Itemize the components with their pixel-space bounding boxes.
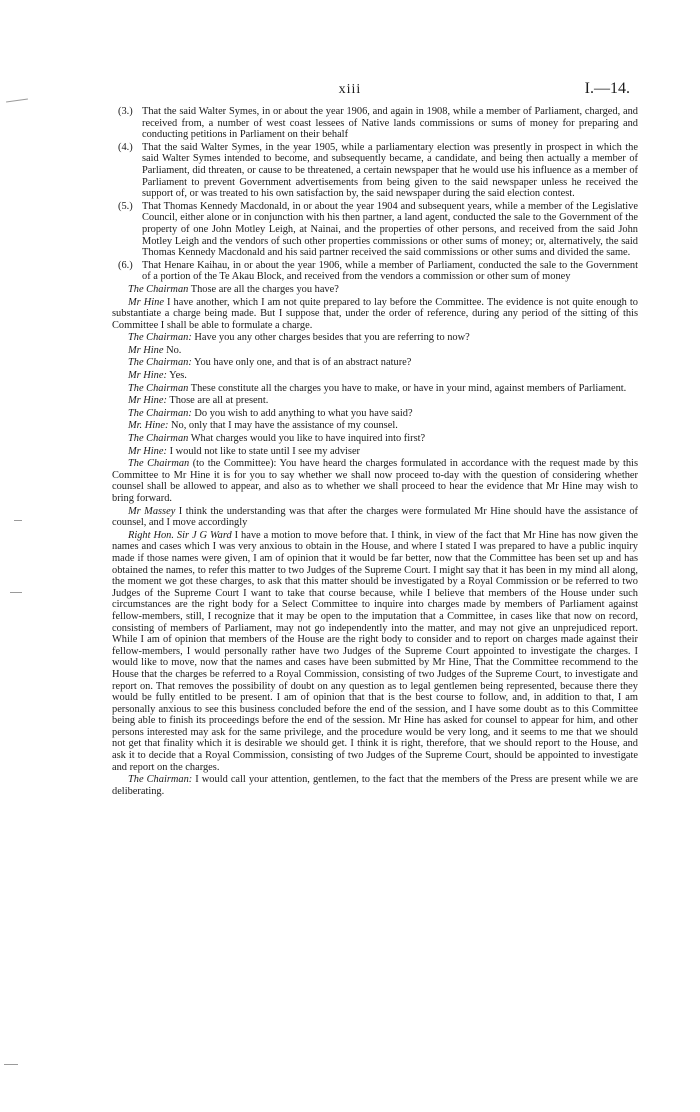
charge-number: (5.) [118, 200, 133, 212]
utterance: These constitute all the charges you have to make, or have in your mind, against members of Parliament. [188, 382, 627, 394]
dialogue-paragraph [112, 408, 638, 420]
dialogue-paragraph [112, 506, 638, 529]
speaker: Mr Hine [128, 296, 164, 308]
charge-item [112, 106, 638, 141]
utterance: I would not like to state until I see my adviser [166, 445, 361, 457]
margin-mark [6, 98, 28, 102]
dialogue-paragraph [112, 284, 638, 296]
speaker: Mr Massey [128, 505, 176, 517]
margin-mark [14, 520, 22, 521]
charge-item [112, 201, 638, 259]
charge-item [112, 260, 638, 283]
paper-code: I.—14. [584, 80, 630, 97]
utterance: You have only one, and that is of an abstract nature? [191, 357, 412, 369]
dialogue-paragraph [112, 345, 638, 357]
speaker: The Chairman: [128, 357, 192, 369]
dialogue-paragraph [112, 297, 638, 332]
dialogue-paragraph [112, 458, 638, 504]
dialogue-paragraph [112, 357, 638, 369]
dialogue-paragraph [112, 420, 638, 432]
charge-text: That the said Walter Symes, in the year 1905, while a parliamentary election was presently in prospect in which the said Walter Symes intended to become, and subsequently became, a candidate, and being then actually a member of Parliament, did threaten, or cause to be threatened, a certain newspaper that he would use his influence as a member of Parliament to prevent Government advertisements from being given to the said newspaper unless he received the support of, or was treated to his own satisfaction by, the said newspaper during the said election contest. [142, 141, 638, 200]
utterance: (to the Committee): You have heard the charges formulated in accordance with the request made by this Committee to Mr Hine it is for you to say whether we shall now proceed to-day with the question of considering whether counsel shall be allowed to appear, and also as to whether we shall proceed to hear the evidence that Mr Hine may wish to bring forward. [112, 458, 638, 504]
dialogue-paragraph [112, 370, 638, 382]
charge-number: (3.) [118, 106, 133, 117]
speaker: Mr Hine: [128, 370, 167, 382]
speaker: Mr Hine [128, 344, 164, 356]
charge-text: That Henare Kaihau, in or about the year 1906, while a member of Parliament, conducted the sale to the Government of a portion of the Te Akau Block, and received from the vendors a commission or other sum of money [142, 259, 638, 283]
charge-item [112, 142, 638, 200]
document-body [112, 106, 638, 798]
utterance: Those are all at present. [166, 395, 269, 407]
utterance: I have another, which I am not quite prepared to lay before the Committee. The evidence is not quite enough to substantiate a charge being made. But I suppose that, under the order of reference, during any period of the sitting of this Committee I shall be able to formulate a charge. [112, 296, 638, 331]
dialogue-paragraph [112, 446, 638, 458]
speaker: The Chairman: [128, 407, 192, 419]
margin-mark [4, 1064, 18, 1065]
speaker: The Chairman: [128, 332, 192, 344]
speaker: The Chairman [128, 433, 189, 445]
utterance: Those are all the charges you have? [188, 283, 339, 295]
utterance: Have you any other charges besides that you are referring to now? [191, 332, 470, 344]
utterance: I think the understanding was that after the charges were formulated Mr Hine should have the assistance of counsel, and I move accordingly [112, 505, 638, 529]
utterance: Do you wish to add anything to what you have said? [191, 407, 413, 419]
speaker: The Chairman [128, 458, 190, 470]
speaker: The Chairman [128, 382, 189, 394]
margin-mark [10, 592, 22, 593]
dialogue-paragraph [112, 395, 638, 407]
speaker: The Chairman: [128, 774, 193, 786]
utterance: No. [163, 344, 182, 356]
charge-text: That Thomas Kennedy Macdonald, in or about the year 1904 and subsequent years, while a member of the Legislative Council, either alone or in conjunction with his then partner, a land agent, conducted the sale to the Government of the property of one John Motley Leigh, at Nainai, and the properties of other persons, and received from the said John Motley Leigh and the vendors of such other properties commissions or other sums of money; or, alternatively, the said Thomas Kennedy Macdonald and his said partner received the said commissions or other sums and divided the same. [142, 200, 638, 259]
dialogue-paragraph [112, 383, 638, 395]
utterance: No, only that I may have the assistance of my counsel. [168, 420, 398, 432]
utterance: I would call your attention, gentlemen, to the fact that the members of the Press are present while we are deliberating. [112, 774, 638, 797]
speaker: Mr. Hine: [128, 420, 169, 432]
page-number: xiii [338, 82, 362, 97]
speaker: Right Hon. Sir J G Ward [128, 529, 232, 541]
dialogue-paragraph [112, 774, 638, 797]
utterance: I have a motion to move before that. I think, in view of the fact that Mr Hine has now given the names and cases which I was very anxious to obtain in the House, and where I stated I was prepared to have a public inquiry made if those names were given, I am of opinion that it would be far better, now that the Committee has been set up and has obtained the names, to refer this matter to two Judges of the Supreme Court. I might say that it has been in my mind all along, the moment we got these charges, to ask that this matter should be investigated by a Royal Commission or be referred to two Judges of the Supreme Court I want to take that course because, while I believe that members of the House under such circumstances are the right body for a Select Committee to inquire into charges made by members of Parliament against fellow-members, still, I recognize that it may be open to the imputation that a Committee, in cases like that now on record, consisting of members of Parliament, may not go independently into the matter, and may not give an unprejudiced report. While I am of opinion that members of the House are the right body to consider and to report on charges made against their fellow-members, I would personally rather have two Judges of the Supreme Court appointed to investigate the charges. I would like to move, now that the names and cases have been submitted by Mr Hine, That the Committee recommend to the House that the charges be referred to a Royal Commission, consisting of two Judges of the Supreme Court, to investigate and report on. That removes the possibility of doubt on any question as to legal gentlemen being represented, because there they would be fully entitled to be present. I am of opinion that that is the best course to follow, and, in addition to that, I am personally anxious to see this business concluded before the end of the session, and I have some doubt as to this Committee being able to finish its proceedings before the end of the session. Mr Hine has asked for counsel to appear for him, and other persons interested may ask for the same privilege, and the procedure would be very long, and it seems to me that we should not get that finality which it is desirable we should get. I think it is right, therefore, that we should report to the House, and ask it to decide that a Royal Commission, consisting of two Judges of the Supreme Court, should be appointed to investigate and report on the charges. [112, 529, 639, 773]
charge-text: That the said Walter Symes, in or about the year 1906, and again in 1908, while a member of Parliament, charged, and received from, a number of west coast lessees of Native lands commissions or sums of money for preparing and conducting petitions in Parliament on their behalf [142, 106, 638, 141]
speaker: Mr Hine: [128, 395, 167, 407]
utterance: Yes. [166, 370, 187, 382]
dialogue-paragraph [112, 332, 638, 344]
speaker: Mr Hine: [128, 445, 167, 457]
dialogue-paragraph [112, 433, 638, 445]
charge-number: (6.) [118, 259, 133, 271]
charge-number: (4.) [118, 141, 133, 153]
dialogue-paragraph [112, 530, 638, 773]
utterance: What charges would you like to have inquired into first? [188, 433, 426, 445]
speaker: The Chairman [128, 283, 189, 295]
